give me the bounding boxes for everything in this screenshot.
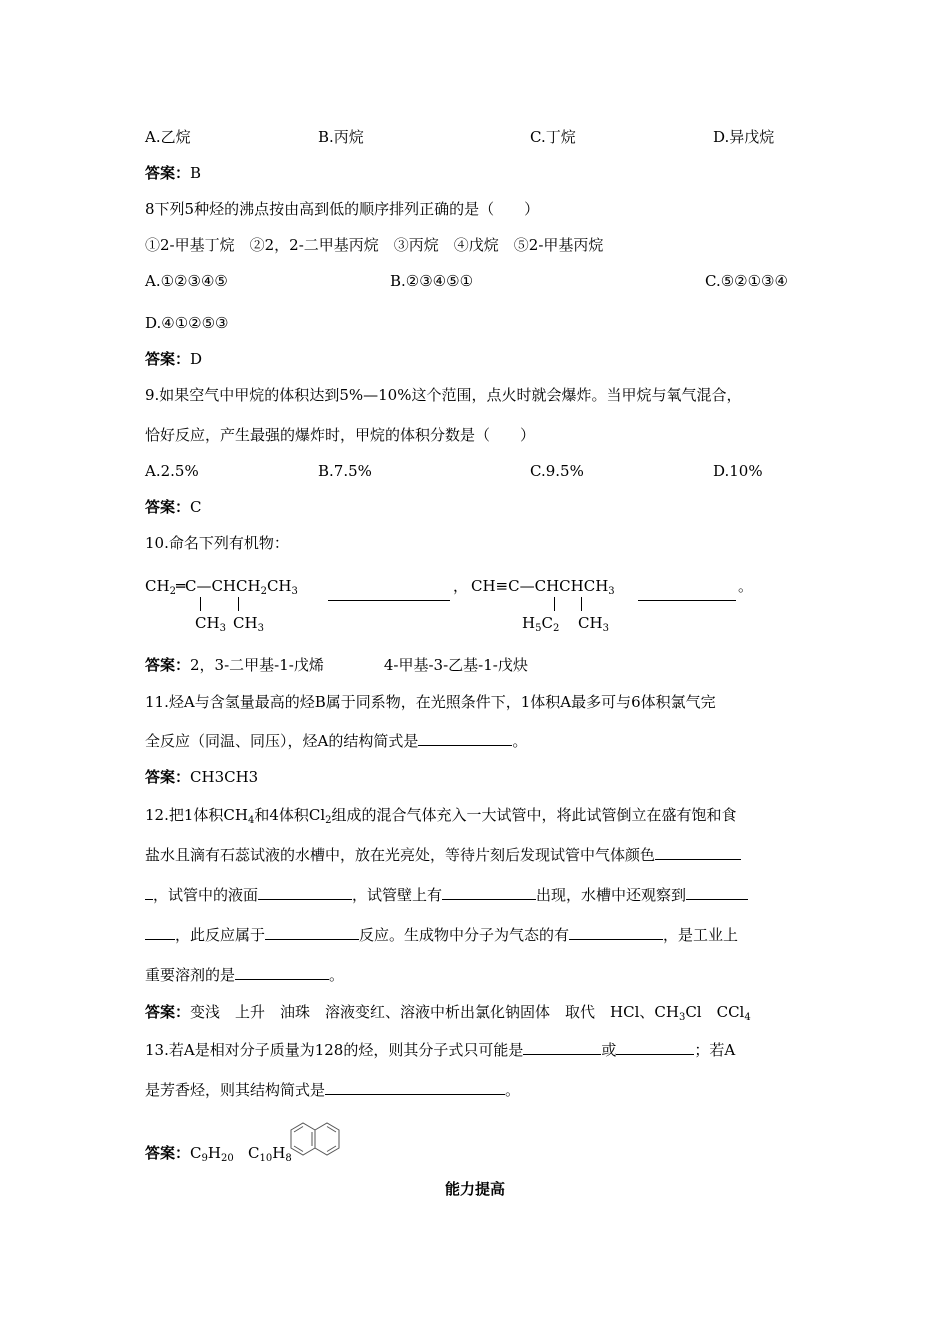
- q12-blank-level[interactable]: [258, 885, 352, 900]
- q12-answer: 答案：变浅 上升 油珠 溶液变红、溶液中析出氯化钠固体 取代 HCl、$CH_3Cl$ CCl$_4$: [145, 1003, 751, 1023]
- q12-blank-color[interactable]: [655, 845, 741, 860]
- q12-blank-color-cont[interactable]: [145, 885, 153, 900]
- q10-molecule1-main: $CH_2═C—CHCH_2CH_3$: [145, 577, 298, 597]
- q8-stem: 8下列5种烃的沸点按由高到低的顺序排列正确的是（ ）: [145, 200, 540, 218]
- bond-line: [581, 597, 582, 611]
- q9-stem-line1: 9.如果空气中甲烷的体积达到5%—10%这个范围，点火时就会爆炸。当甲烷与氧气混合，: [145, 386, 742, 404]
- q7-answer-value: B: [190, 164, 202, 182]
- q10-answer: [145, 655, 528, 675]
- q10-answer-value: 2，3-二甲基-1-戊烯 4-甲基-3-乙基-1-戊炔: [190, 656, 528, 674]
- q13-line2: 是芳香烃，则其结构简式是 。: [145, 1081, 521, 1099]
- q8-option-a: A.①②③④⑤: [145, 272, 228, 290]
- q8-items: ①2-甲基丁烷 ②2，2-二甲基丙烷 ③丙烷 ④戊烷 ⑤2-甲基丙烷: [145, 236, 604, 254]
- q10-molecule2-sub-right: $CH_3$: [578, 614, 609, 634]
- q12-line2: 盐水且滴有石蕊试液的水槽中，放在光亮处，等待片刻后发现试管中气体颜色: [145, 845, 741, 865]
- answer-label: 答案：: [145, 498, 191, 516]
- q10-blank-1[interactable]: [328, 586, 450, 601]
- q10-molecule2-sub-left: $H_5C_2$: [522, 614, 560, 634]
- q13-blank-formula1[interactable]: [523, 1040, 601, 1055]
- q10-comma: ，: [453, 577, 469, 595]
- answer-label: 答案：: [145, 164, 191, 182]
- answer-label: 答案：: [145, 768, 191, 786]
- q10-molecule1-sub-right: $CH_3$: [233, 614, 264, 634]
- q13-answer: 答案：$C_9H_{20}$ $C_{10}H_8$: [145, 1144, 292, 1164]
- q12-line5: 重要溶剂的是 。: [145, 966, 345, 984]
- q9-stem-line2: 恰好反应，产生最强的爆炸时，甲烷的体积分数是（ ）: [145, 426, 536, 444]
- q10-blank-2[interactable]: [638, 586, 736, 601]
- q10-molecule2-main: $CH\equiv C—CHCHCH_3$: [471, 577, 615, 597]
- q12-blank-observe[interactable]: [686, 885, 748, 900]
- answer-label: 答案：: [145, 656, 191, 674]
- q10-stem: 10.命名下列有机物：: [145, 534, 289, 552]
- q8-answer: [145, 349, 202, 369]
- q12-blank-solvent[interactable]: [235, 965, 329, 980]
- q8-answer-value: D: [190, 350, 203, 368]
- q8-option-b: B.②③④⑤①: [390, 272, 474, 290]
- q12-line1: 12.把1体积$CH_4$和4体积$Cl_2$组成的混合气体充入一大试管中，将此试管倒立在盛有饱和食: [145, 806, 737, 826]
- q8-option-c: C.⑤②①③④: [705, 272, 788, 290]
- q11-stem-line1: 11.烃A与含氢量最高的烃B属于同系物，在光照条件下，1体积A最多可与6体积氯气完: [145, 693, 716, 711]
- q9-option-c: C.9.5%: [530, 462, 584, 480]
- q13-blank-structure[interactable]: [325, 1080, 505, 1095]
- q13-blank-formula2[interactable]: [616, 1040, 694, 1055]
- q9-answer-value: C: [190, 498, 202, 516]
- section-heading: 能力提高: [444, 1180, 505, 1198]
- q7-option-b: B.丙烷: [318, 128, 364, 146]
- q12-line4: ，此反应属于 反应。生成物中分子为气态的有 ，是工业上: [145, 925, 738, 945]
- q12-blank-observe-cont[interactable]: [145, 925, 175, 940]
- bond-line: [238, 597, 239, 611]
- q11-stem-line2: 全反应（同温、同压），烃A的结构简式是 。: [145, 732, 528, 750]
- q11-answer-value: CH3CH3: [190, 768, 259, 786]
- q13-line1: 13.若A是相对分子质量为128的烃，则其分子式只可能是 或 ；若A: [145, 1041, 736, 1059]
- q12-blank-reaction[interactable]: [265, 925, 359, 940]
- q11-blank[interactable]: [418, 731, 512, 746]
- q9-option-a: A.2.5%: [145, 462, 199, 480]
- q7-option-a: A.乙烷: [145, 128, 191, 146]
- q9-answer: [145, 497, 202, 517]
- answer-label: 答案：: [145, 1144, 191, 1162]
- q8-option-d: D.④①②⑤③: [145, 314, 229, 332]
- q7-option-d: D.异戊烷: [713, 128, 775, 146]
- q9-option-d: D.10%: [713, 462, 763, 480]
- bond-line: [200, 597, 201, 611]
- q9-option-b: B.7.5%: [318, 462, 372, 480]
- naphthalene-structure: [287, 1118, 351, 1162]
- q7-answer: [145, 163, 201, 183]
- bond-line: [554, 597, 555, 611]
- answer-label: 答案：: [145, 1003, 191, 1021]
- q10-period: 。: [738, 577, 754, 595]
- q11-answer: [145, 767, 258, 787]
- q7-option-c: C.丁烷: [530, 128, 576, 146]
- q12-line3: ，试管中的液面 ，试管壁上有 出现，水槽中还观察到: [145, 885, 748, 905]
- q12-blank-gas[interactable]: [569, 925, 663, 940]
- q12-blank-wall[interactable]: [442, 885, 536, 900]
- answer-label: 答案：: [145, 350, 191, 368]
- q10-molecule1-sub-left: $CH_3$: [195, 614, 226, 634]
